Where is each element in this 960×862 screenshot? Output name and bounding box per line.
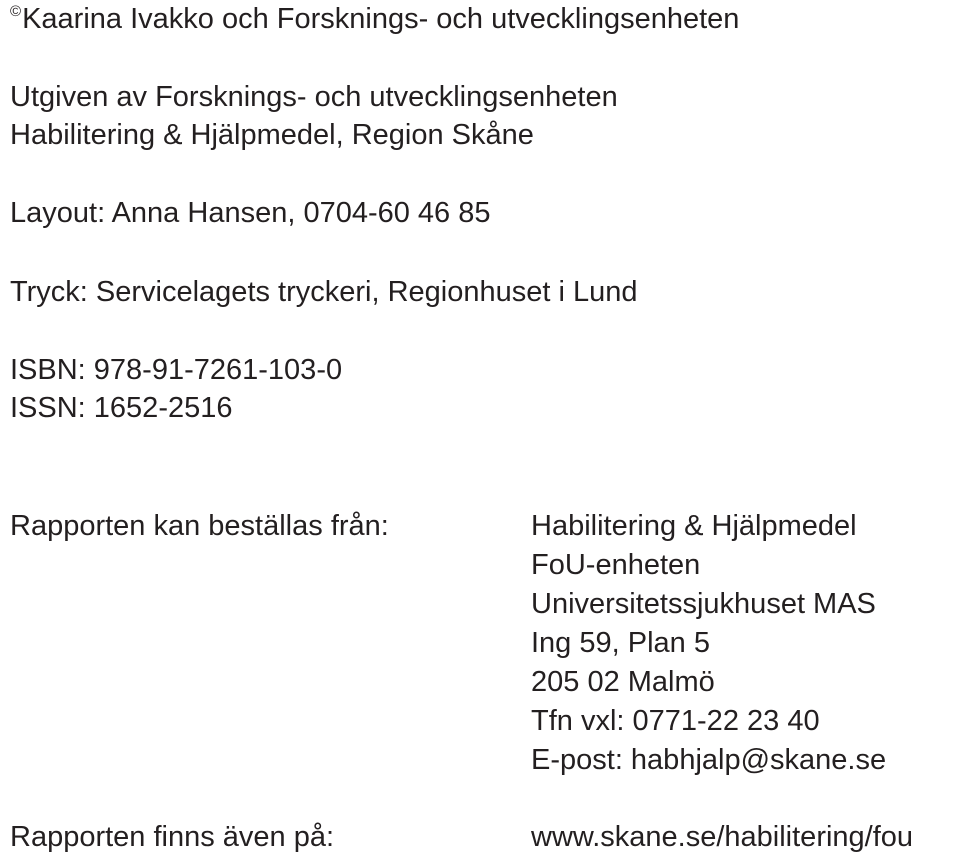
order-email[interactable]: E-post: habhjalp@skane.se xyxy=(531,744,887,776)
order-address-line-5: 205 02 Malmö xyxy=(531,666,715,698)
order-address-line-2: FoU-enheten xyxy=(531,549,701,581)
copyright-line xyxy=(10,0,739,43)
online-label: Rapporten finns även på: xyxy=(10,821,335,853)
order-address-line-4: Ing 59, Plan 5 xyxy=(531,627,710,659)
copyright-symbol: © xyxy=(10,3,22,20)
copyright-holder: Kaarina Ivakko och Forsknings- och utvecklingsenheten xyxy=(22,3,740,35)
publisher-line-2: Habilitering & Hjälpmedel, Region Skåne xyxy=(10,119,534,151)
isbn-line: ISBN: 978-91-7261-103-0 xyxy=(10,354,343,386)
issn-line: ISSN: 1652-2516 xyxy=(10,392,233,424)
order-phone: Tfn vxl: 0771-22 23 40 xyxy=(531,705,820,737)
online-url-link[interactable]: www.skane.se/habilitering/fou xyxy=(531,821,914,853)
print-credit: Tryck: Servicelagets tryckeri, Regionhuset i Lund xyxy=(10,276,638,308)
order-address-line-3: Universitetssjukhuset MAS xyxy=(531,588,876,620)
publisher-line-1: Utgiven av Forsknings- och utvecklingsenheten xyxy=(10,81,618,113)
layout-credit: Layout: Anna Hansen, 0704-60 46 85 xyxy=(10,197,491,229)
order-address-line-1: Habilitering & Hjälpmedel xyxy=(531,510,857,542)
order-label: Rapporten kan beställas från: xyxy=(10,510,389,542)
